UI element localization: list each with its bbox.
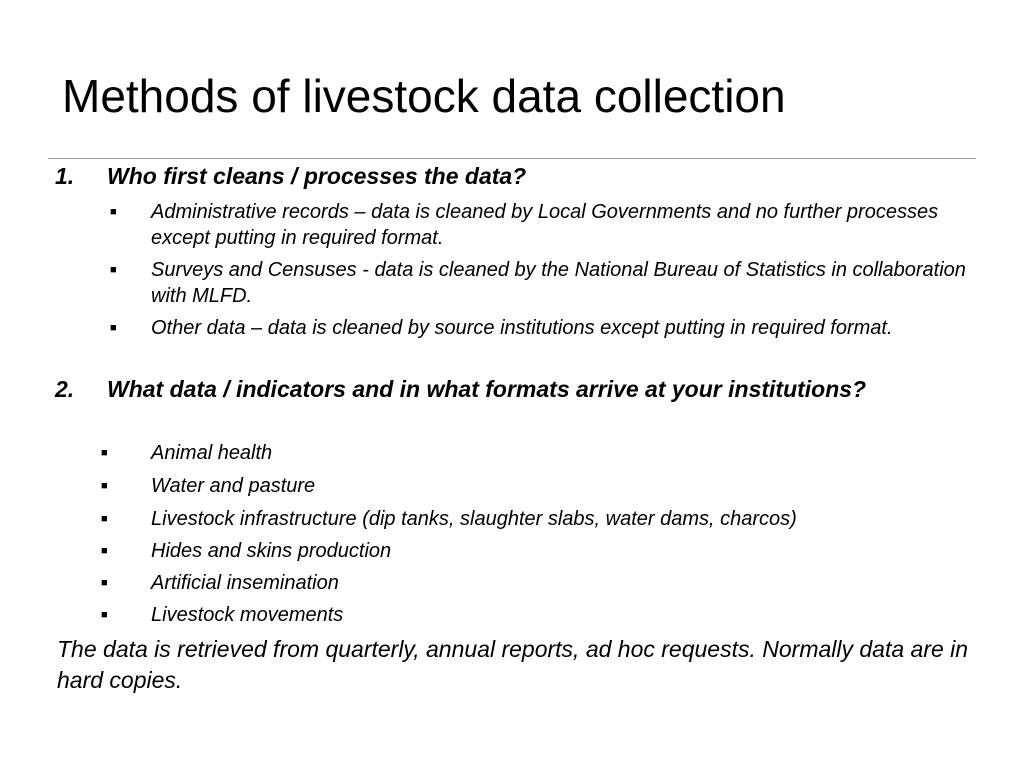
- square-bullet-icon: ■: [101, 480, 108, 492]
- square-bullet-icon: ■: [101, 545, 108, 557]
- slide-title: Methods of livestock data collection: [62, 70, 786, 122]
- square-bullet-icon: ■: [101, 609, 108, 621]
- closing-note: The data is retrieved from quarterly, annual reports, ad hoc requests. Normally data are in hard copies.: [57, 636, 969, 693]
- list-item-text: Hides and skins production: [151, 540, 392, 562]
- square-bullet-icon: ■: [110, 206, 117, 218]
- list-item-text: Artificial insemination: [151, 572, 339, 594]
- list-item-text: Animal health: [151, 442, 273, 464]
- list-item-text: Livestock infrastructure (dip tanks, slaughter slabs, water dams, charcos): [151, 508, 797, 530]
- list-item-text: Livestock movements: [151, 604, 344, 626]
- question-2-number: 2.: [55, 376, 75, 402]
- square-bullet-icon: ■: [101, 577, 108, 589]
- question-1-number: 1.: [55, 163, 75, 189]
- list-item-text: Other data – data is cleaned by source institutions except putting in required format.: [151, 317, 893, 339]
- list-item-text: Surveys and Censuses - data is cleaned by the National Bureau of Statistics in collaboration with MLFD.: [151, 259, 966, 307]
- square-bullet-icon: ■: [110, 264, 117, 276]
- square-bullet-icon: ■: [101, 513, 108, 525]
- list-item-text: Water and pasture: [151, 475, 316, 497]
- list-item-text: Administrative records – data is cleaned by Local Governments and no further processes except putting in required format.: [151, 201, 939, 249]
- question-2: [55, 375, 955, 403]
- question-2-text: What data / indicators and in what formats arrive at your institutions?: [107, 376, 867, 402]
- question-1-text: Who first cleans / processes the data?: [107, 163, 527, 189]
- question-1: [55, 162, 955, 190]
- square-bullet-icon: ■: [110, 322, 117, 334]
- square-bullet-icon: ■: [101, 447, 108, 459]
